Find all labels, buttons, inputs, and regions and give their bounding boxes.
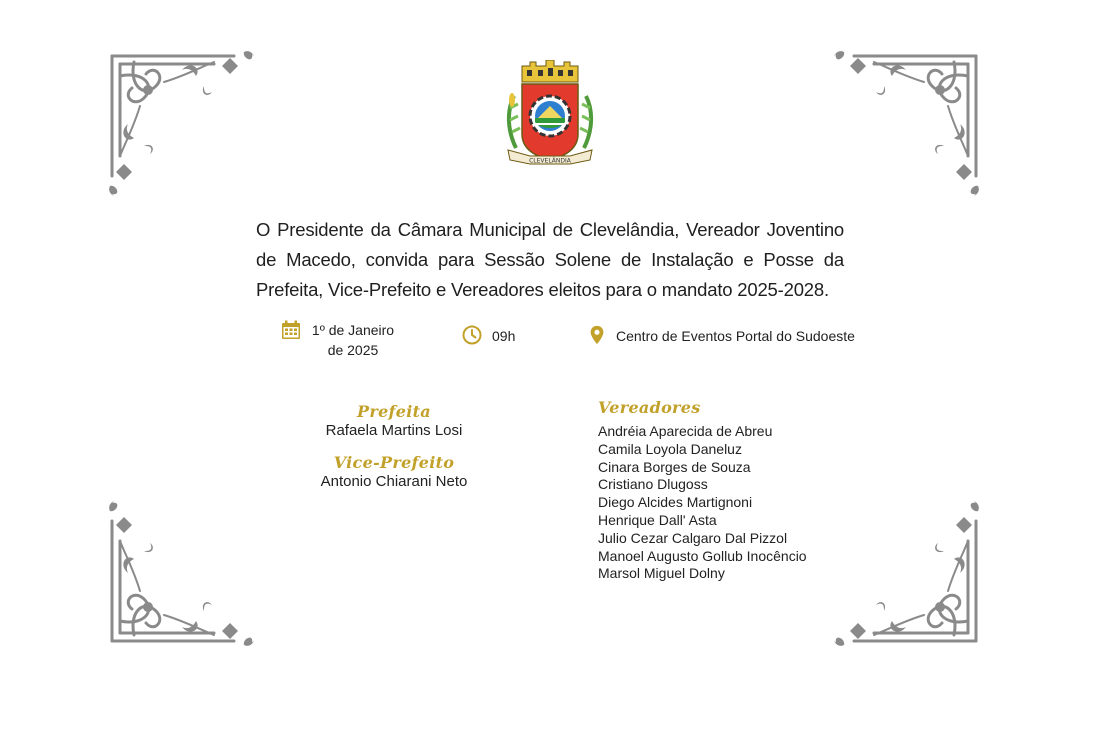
calendar-icon <box>281 320 301 340</box>
vereador-name: Diego Alcides Martignoni <box>598 494 753 511</box>
vereador-name: Cristiano Dlugoss <box>598 476 708 493</box>
event-place <box>588 325 855 347</box>
corner-ornament-icon <box>104 46 254 201</box>
event-date-line2: de 2025 <box>327 342 379 358</box>
prefeita-role: Prefeita <box>357 402 431 421</box>
event-time-text: 09h <box>492 328 516 344</box>
executive-list <box>294 402 494 490</box>
location-pin-icon <box>588 325 606 345</box>
vereador-name: Henrique Dall' Asta <box>598 511 717 528</box>
vice-name: Antonio Chiarani Neto <box>320 473 468 490</box>
vereador-name: Marsol Miguel Dolny <box>598 565 725 582</box>
clock-icon <box>462 325 482 345</box>
municipal-crest <box>500 60 600 168</box>
crest-emblem-icon <box>500 60 600 168</box>
event-date-line1: 1º de Janeiro <box>311 322 395 338</box>
vereador-name: Cinara Borges de Souza <box>598 458 751 475</box>
event-date <box>281 320 395 360</box>
corner-ornament-top-right <box>834 46 984 201</box>
vereador-name: Camila Loyola Daneluz <box>598 440 742 457</box>
invitation-text: O Presidente da Câmara Municipal de Clevelândia, Vereador Joventino de Macedo, convida para Sessão Solene de Instalação e Posse da Prefeita, Vice-Prefeito e Vereadores eleitos para o mandato 2025-2028. <box>256 218 844 300</box>
corner-ornament-bottom-left <box>104 496 254 651</box>
event-place-text: Centro de Eventos Portal do Sudoeste <box>616 328 855 344</box>
prefeita-name: Rafaela Martins Losi <box>325 422 463 439</box>
corner-ornament-icon <box>104 496 254 651</box>
vereador-name: Manoel Augusto Gollub Inocêncio <box>598 547 807 564</box>
corner-ornament-top-left <box>104 46 254 201</box>
vereadores-list <box>598 398 858 583</box>
crest-banner-text: CLEVELÂNDIA <box>529 157 571 165</box>
vereadores-role: Vereadores <box>598 398 701 417</box>
event-time <box>462 325 515 347</box>
vereador-name: Julio Cezar Calgaro Dal Pizzol <box>598 529 788 546</box>
vice-role: Vice-Prefeito <box>333 453 455 472</box>
corner-ornament-icon <box>834 46 984 201</box>
vereador-name: Andréia Aparecida de Abreu <box>598 423 773 439</box>
